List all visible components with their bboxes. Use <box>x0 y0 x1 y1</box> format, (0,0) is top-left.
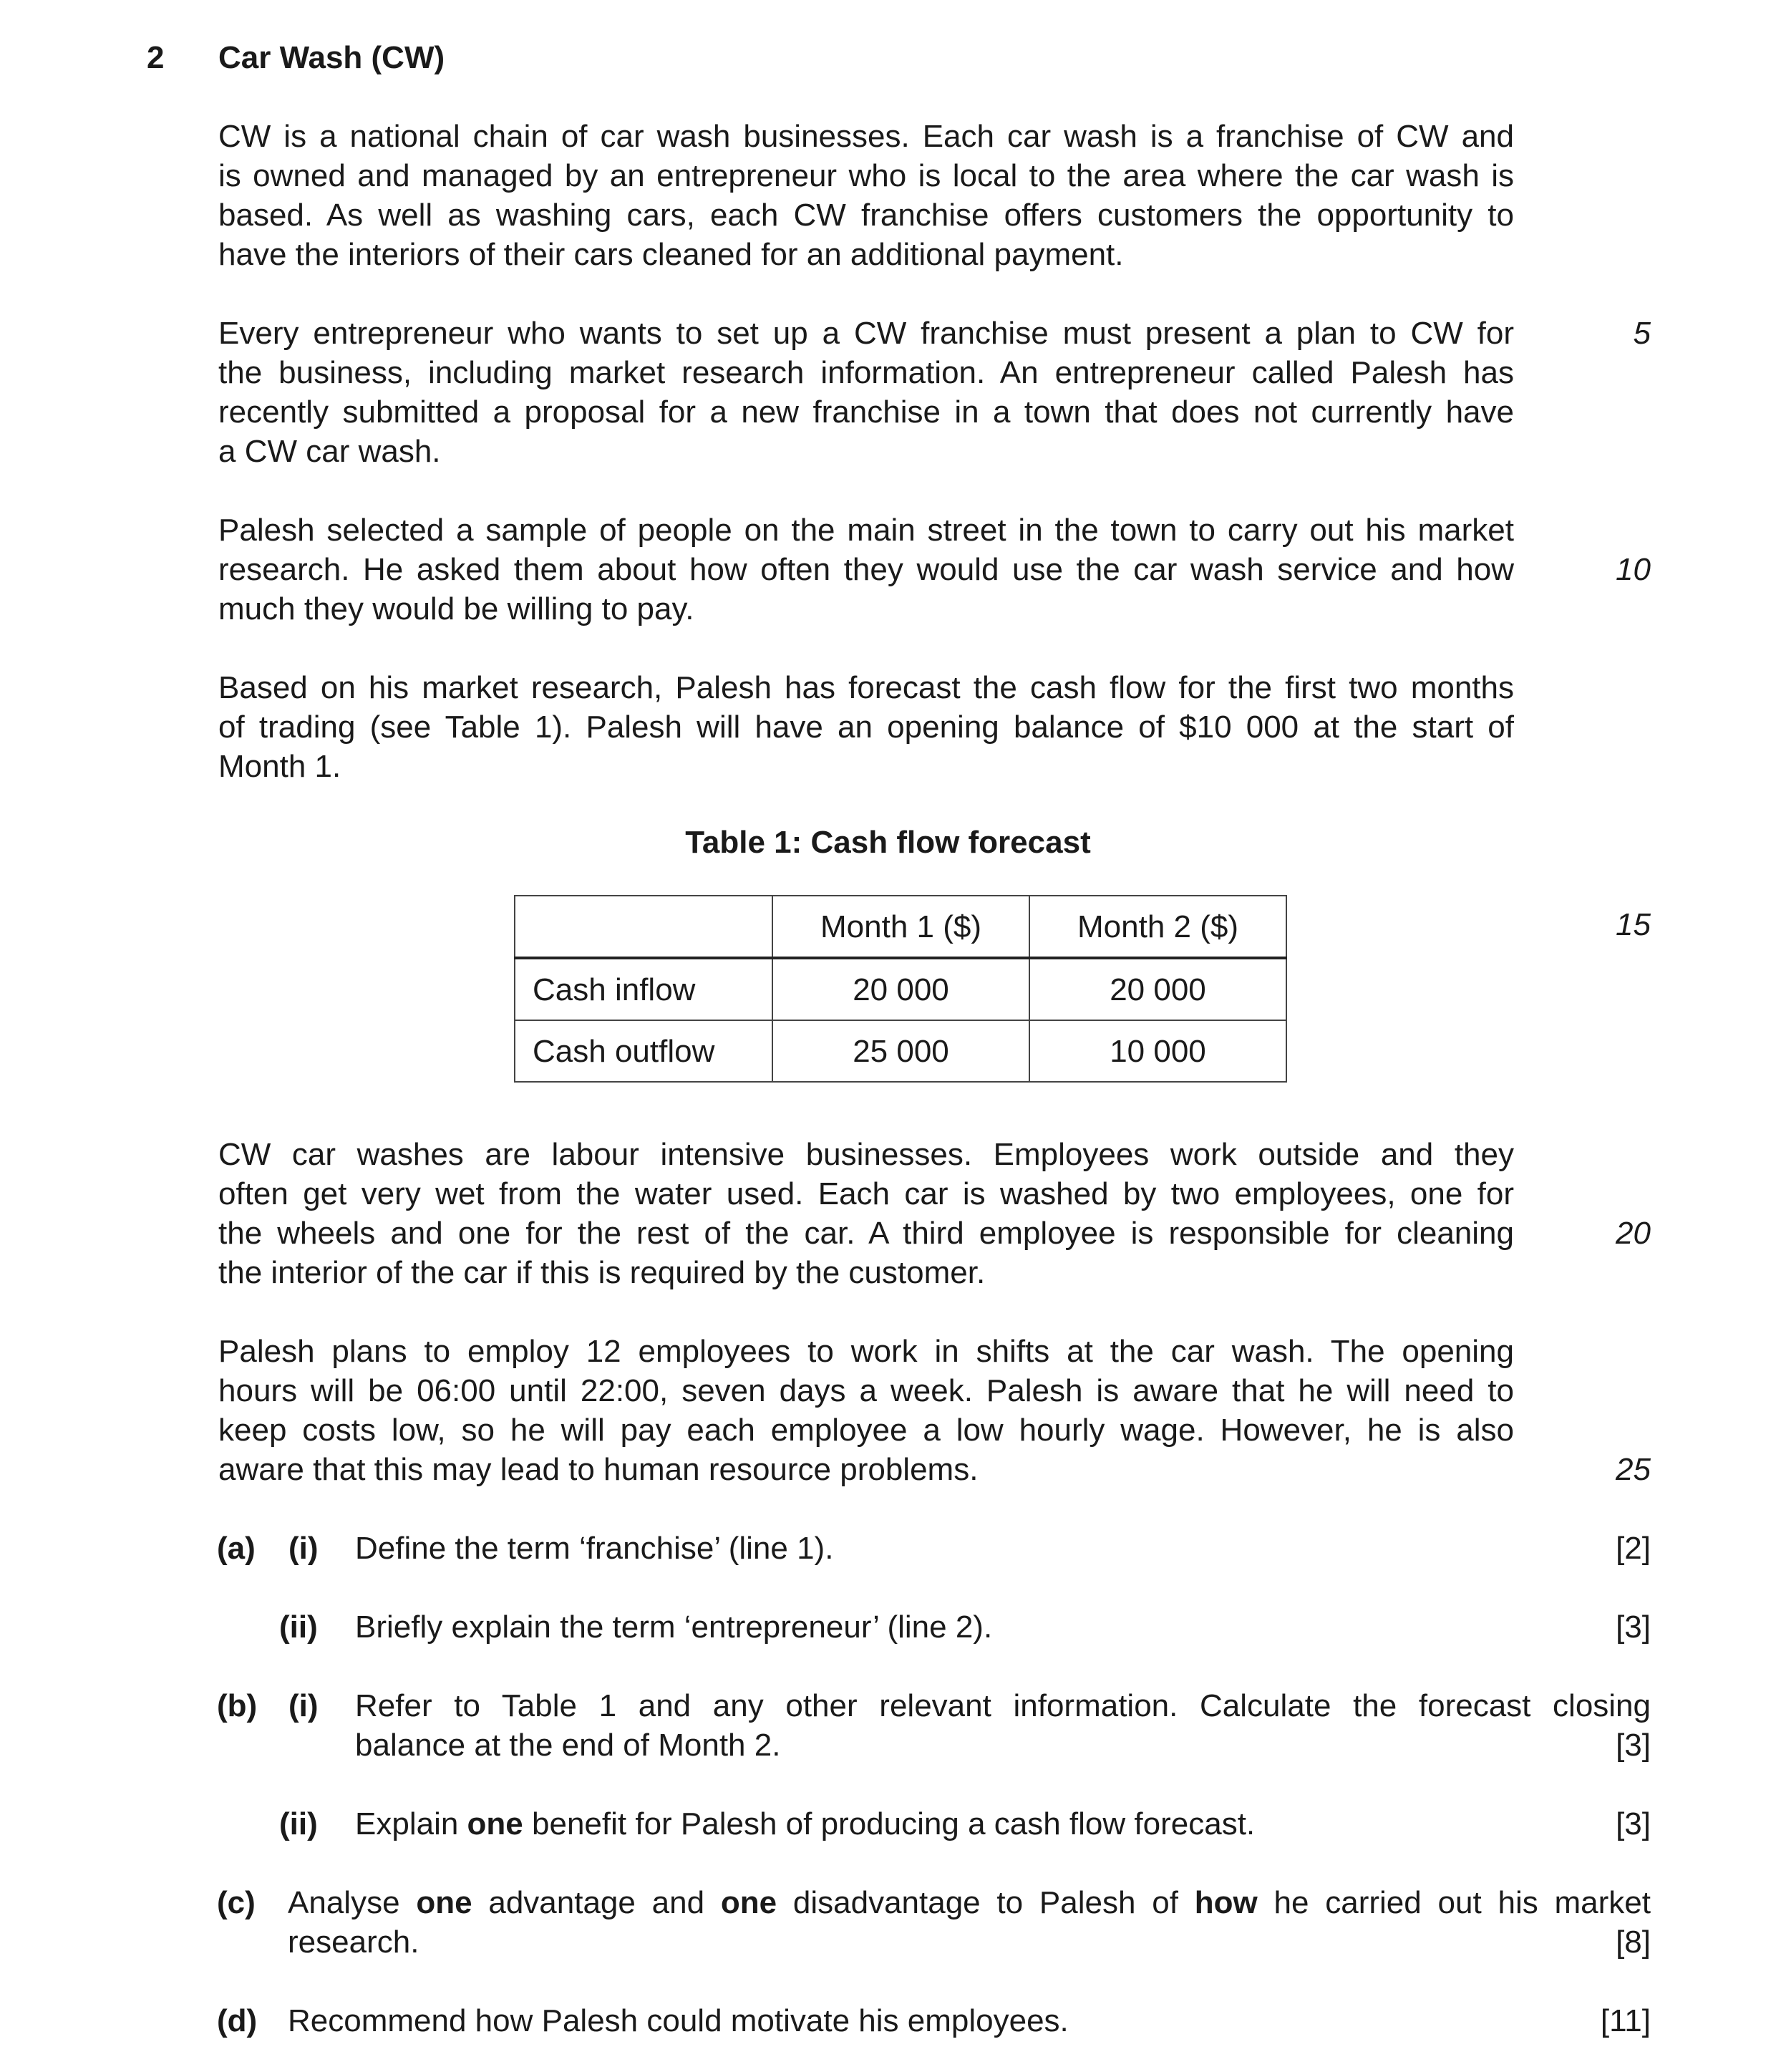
paragraph-line: CW car washes are labour intensive businesses. Employees work outside and they <box>218 1137 1514 1172</box>
paragraph-line: much they would be willing to pay. <box>218 591 694 626</box>
question-b-ii-text-post: benefit for Palesh of producing a cash flow forecast. <box>523 1806 1256 1841</box>
question-a-ii-marks: [3] <box>1616 1609 1651 1645</box>
question-c-t1: Analyse <box>288 1885 417 1920</box>
question-c-b3: how <box>1194 1885 1258 1920</box>
paragraph-line: CW is a national chain of car wash businesses. Each car wash is a franchise of CW and <box>218 119 1514 154</box>
question-a-ii-text: Briefly explain the term ‘entrepreneur’ (line 2). <box>355 1609 993 1645</box>
table-header-cell: Month 2 ($) <box>1029 896 1286 958</box>
line-number: 15 <box>1616 907 1651 942</box>
paragraph-line: the wheels and one for the rest of the car. A third employee is responsible for cleaning <box>218 1216 1514 1251</box>
table-cell: 20 000 <box>1029 958 1286 1020</box>
table-cell: 10 000 <box>1029 1020 1286 1082</box>
paragraph-line: a CW car wash. <box>218 434 441 469</box>
table-caption: Table 1: Cash flow forecast <box>685 825 1091 860</box>
paragraph-line: keep costs low, so he will pay each employee a low hourly wage. However, he is also <box>218 1413 1514 1448</box>
paragraph-line: aware that this may lead to human resource problems. <box>218 1452 979 1487</box>
cash-flow-table <box>514 895 1287 1083</box>
paragraph-line: Based on his market research, Palesh has forecast the cash flow for the first two months <box>218 670 1514 705</box>
paragraph-line: research. He asked them about how often they would use the car wash service and how <box>218 552 1514 587</box>
paragraph-line: recently submitted a proposal for a new franchise in a town that does not currently have <box>218 394 1514 430</box>
paragraph-line: the business, including market research information. An entrepreneur called Palesh has <box>218 355 1514 390</box>
paragraph-line: hours will be 06:00 until 22:00, seven days a week. Palesh is aware that he will need to <box>218 1373 1514 1408</box>
question-a-i-label: (i) <box>288 1531 319 1566</box>
question-c-text-line2: research. <box>288 1925 419 1960</box>
question-title: Car Wash (CW) <box>218 40 445 75</box>
question-c-label: (c) <box>217 1885 256 1920</box>
question-b-i-label: (i) <box>288 1688 319 1723</box>
question-c-text-line1 <box>288 1883 1651 1922</box>
paragraph-line: based. As well as washing cars, each CW franchise offers customers the opportunity to <box>218 198 1514 233</box>
question-d-marks: [11] <box>1600 2003 1651 2038</box>
question-b-i-text-line2: balance at the end of Month 2. <box>355 1728 781 1763</box>
question-a-i-text: Define the term ‘franchise’ (line 1). <box>355 1531 834 1566</box>
question-b-label: (b) <box>217 1688 258 1723</box>
question-b-ii-label: (ii) <box>279 1806 318 1841</box>
question-b-i-marks: [3] <box>1616 1728 1651 1763</box>
question-a-i-marks: [2] <box>1616 1531 1651 1566</box>
table-cell: 25 000 <box>772 1020 1029 1082</box>
paragraph-line: often get very wet from the water used. Each car is washed by two employees, one for <box>218 1176 1514 1211</box>
question-b-ii-text-pre: Explain <box>355 1806 467 1841</box>
paragraph-line: have the interiors of their cars cleaned for an additional payment. <box>218 237 1124 272</box>
question-c-t2: advantage and <box>472 1885 721 1920</box>
question-number: 2 <box>147 40 165 75</box>
paragraph-line: the interior of the car if this is required by the customer. <box>218 1255 986 1290</box>
paragraph-line: of trading (see Table 1). Palesh will have an opening balance of $10 000 at the start of <box>218 710 1514 745</box>
line-number: 20 <box>1616 1216 1651 1251</box>
question-b-ii-marks: [3] <box>1616 1806 1651 1841</box>
question-c-b2: one <box>720 1885 777 1920</box>
question-c-marks: [8] <box>1616 1925 1651 1960</box>
table-cell: 20 000 <box>772 958 1029 1020</box>
question-a-ii-label: (ii) <box>279 1609 318 1645</box>
question-b-i-text-line1: Refer to Table 1 and any other relevant information. Calculate the forecast closing <box>355 1688 1651 1723</box>
question-d-text: Recommend how Palesh could motivate his employees. <box>288 2003 1069 2038</box>
line-number: 10 <box>1616 552 1651 587</box>
table-header-row <box>515 896 1286 958</box>
paragraph-line: Every entrepreneur who wants to set up a CW franchise must present a plan to CW for <box>218 316 1514 351</box>
question-b-ii-text <box>355 1804 1255 1844</box>
question-c-t3: disadvantage to Palesh of <box>777 1885 1195 1920</box>
paragraph-line: Palesh plans to employ 12 employees to work in shifts at the car wash. The opening <box>218 1334 1514 1369</box>
question-b-ii-text-bold: one <box>467 1806 523 1841</box>
question-a-label: (a) <box>217 1531 256 1566</box>
line-number: 5 <box>1633 316 1651 351</box>
table-header-cell <box>515 896 772 958</box>
table-row <box>515 1020 1286 1082</box>
paragraph-line: is owned and managed by an entrepreneur who is local to the area where the car wash is <box>218 158 1514 193</box>
paragraph-line: Palesh selected a sample of people on the main street in the town to carry out his market <box>218 513 1514 548</box>
table-header-cell: Month 1 ($) <box>772 896 1029 958</box>
line-number: 25 <box>1616 1452 1651 1487</box>
question-d-label: (d) <box>217 2003 258 2038</box>
table-row <box>515 958 1286 1020</box>
question-c-t4: he carried out his market <box>1257 1885 1651 1920</box>
table-row-label: Cash outflow <box>515 1020 772 1082</box>
question-c-b1: one <box>416 1885 472 1920</box>
paragraph-line: Month 1. <box>218 749 341 784</box>
table-row-label: Cash inflow <box>515 958 772 1020</box>
